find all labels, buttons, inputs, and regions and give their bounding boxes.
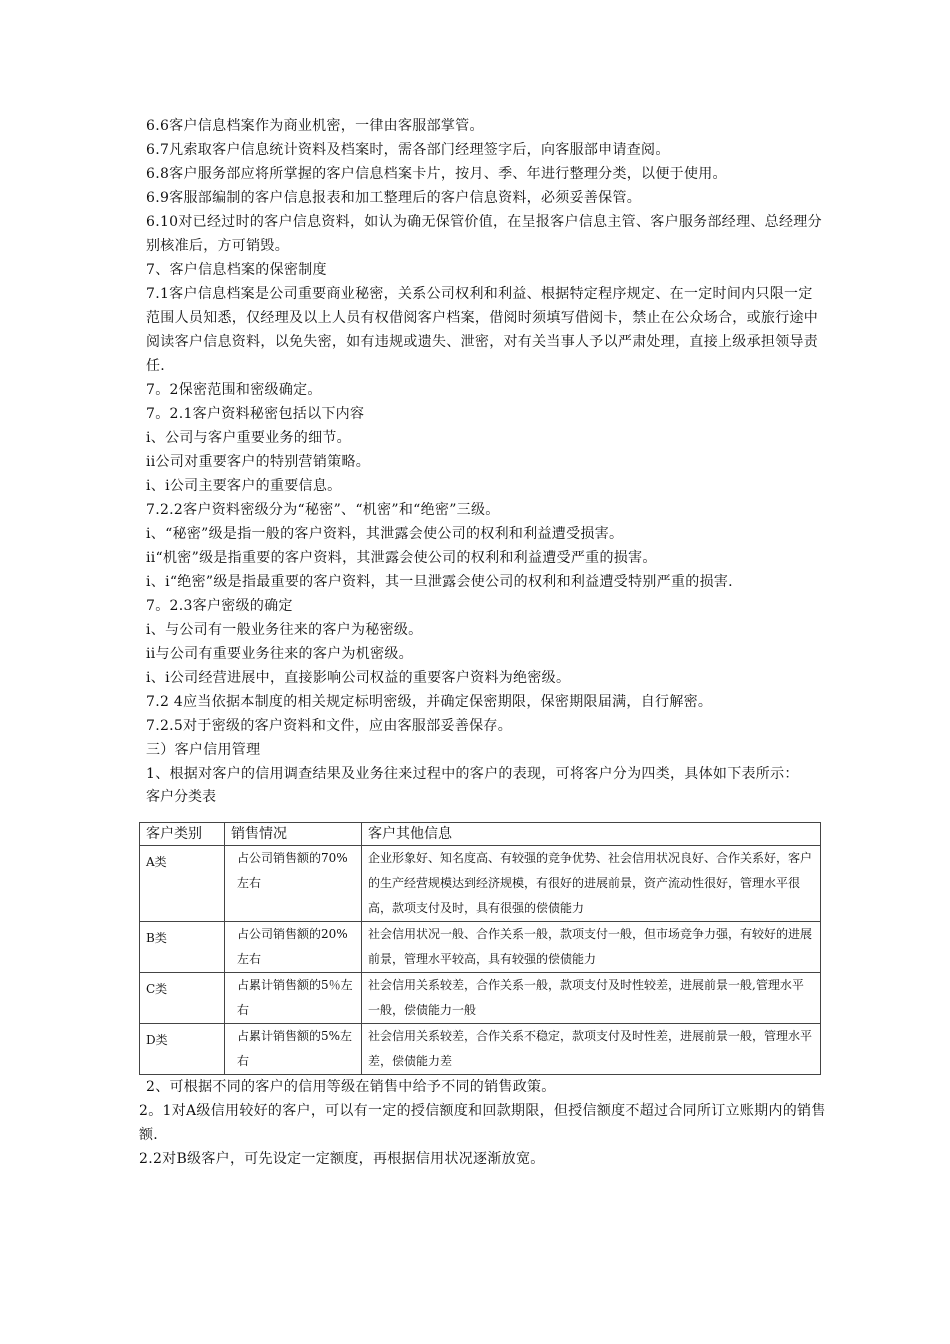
paragraph: i、“秘密”级是指一般的客户资料，其泄露会使公司的权利和利益遭受损害。 <box>146 526 624 542</box>
paragraph: i、i“绝密”级是指最重要的客户资料，其一旦泄露会使公司的权利和利益遭受特别严重的损害. <box>146 574 733 590</box>
paragraph: 6.10对已经过时的客户信息资料，如认为确无保管价值，在呈报客户信息主管、客户服务部经理、总经理分别核准后，方可销毁。 <box>146 214 822 254</box>
section-heading: 三）客户信用管理 <box>146 742 261 758</box>
document-page <box>139 114 826 1171</box>
category-cell: C类 <box>140 973 225 1024</box>
column-header: 销售情况 <box>225 823 362 846</box>
paragraph: 7.2.5对于密级的客户资料和文件，应由客服部妥善保存。 <box>146 718 513 734</box>
table-row <box>140 973 821 1024</box>
column-header: 客户其他信息 <box>362 823 821 846</box>
paragraph: i、i公司经营进展中，直接影响公司权益的重要客户资料为绝密级。 <box>146 670 571 686</box>
paragraph: ii与公司有重要业务往来的客户为机密级。 <box>146 646 413 662</box>
category-cell: B类 <box>140 922 225 973</box>
paragraph: 2.2对B级客户，可先设定一定额度，再根据信用状况逐渐放宽。 <box>139 1151 545 1167</box>
info-cell: 企业形象好、知名度高、有较强的竞争优势、社会信用状况良好、合作关系好，客户的生产经营规模达到经济规模，有很好的进展前景，资产流动性很好，管理水平很高，款项支付及时，具有很强的偿债能力 <box>362 846 821 922</box>
info-cell: 社会信用状况一般、合作关系一般，款项支付一般，但市场竞争力强，有较好的进展前景，管理水平较高，具有较强的偿债能力 <box>362 922 821 973</box>
table-row <box>140 922 821 973</box>
paragraph: 6.6客户信息档案作为商业机密，一律由客服部掌管。 <box>146 118 484 134</box>
paragraph: 7。2.1客户资料秘密包括以下内容 <box>146 406 365 422</box>
paragraph: i、i公司主要客户的重要信息。 <box>146 478 342 494</box>
table-row <box>140 846 821 922</box>
info-cell: 社会信用关系较差，合作关系不稳定，款项支付及时性差，进展前景一般，管理水平差，偿债能力差 <box>362 1024 821 1075</box>
paragraph: i、公司与客户重要业务的细节。 <box>146 430 351 446</box>
paragraph: 7。2保密范围和密级确定。 <box>146 382 322 398</box>
paragraph: 2。1对A级信用较好的客户，可以有一定的授信额度和回款期限，但授信额度不超过合同所订立账期内的销售额. <box>139 1103 826 1143</box>
section-bottom <box>139 1075 826 1171</box>
customer-classification-table <box>139 822 821 1075</box>
section-top <box>146 114 826 786</box>
paragraph: 7.1客户信息档案是公司重要商业秘密，关系公司权利和利益、根据特定程序规定、在一定时间内只限一定范围人员知悉，仅经理及以上人员有权借阅客户档案，借阅时须填写借阅卡，禁止在公众场合，或旅行途中阅读客户信息资料，以免失密，如有违规或遗失、泄密，对有关当事人予以严肃处理，直接上级承担领导责任. <box>146 286 819 374</box>
sales-cell: 占累计销售额的5%左右 <box>225 1024 362 1075</box>
section-heading: 7、客户信息档案的保密制度 <box>146 262 327 278</box>
paragraph: 7.2.2客户资料密级分为“秘密”、“机密”和“绝密”三级。 <box>146 502 500 518</box>
paragraph: 6.7凡索取客户信息统计资料及档案时，需各部门经理签字后，向客服部申请查阅。 <box>146 142 670 158</box>
category-cell: D类 <box>140 1024 225 1075</box>
paragraph: 1、根据对客户的信用调查结果及业务往来过程中的客户的表现，可将客户分为四类，具体如下表所示： <box>146 766 799 782</box>
paragraph: 7。2.3客户密级的确定 <box>146 598 293 614</box>
paragraph: ii公司对重要客户的特别营销策略。 <box>146 454 371 470</box>
table-title: 客户分类表 <box>146 789 216 805</box>
column-header: 客户类别 <box>140 823 225 846</box>
sales-cell: 占累计销售额的5％左右 <box>225 973 362 1024</box>
paragraph: 7.2 4应当依据本制度的相关规定标明密级，并确定保密期限，保密期限届满，自行解密。 <box>146 694 713 710</box>
table-header-row <box>140 823 821 846</box>
info-cell: 社会信用关系较差，合作关系一般，款项支付及时性较差，进展前景一般,管理水平一般，偿债能力一般 <box>362 973 821 1024</box>
category-cell: A类 <box>140 846 225 922</box>
table-row <box>140 1024 821 1075</box>
paragraph: 6.9客服部编制的客户信息报表和加工整理后的客户信息资料，必须妥善保管。 <box>146 190 642 206</box>
sales-cell: 占公司销售额的70%左右 <box>225 846 362 922</box>
paragraph: ii“机密”级是指重要的客户资料，其泄露会使公司的权利和利益遭受严重的损害。 <box>146 550 657 566</box>
sales-cell: 占公司销售额的20%左右 <box>225 922 362 973</box>
paragraph: 6.8客户服务部应将所掌握的客户信息档案卡片，按月、季、年进行整理分类，以便于使用。 <box>146 166 727 182</box>
paragraph: 2、可根据不同的客户的信用等级在销售中给予不同的销售政策。 <box>146 1079 556 1095</box>
paragraph: i、与公司有一般业务往来的客户为秘密级。 <box>146 622 423 638</box>
